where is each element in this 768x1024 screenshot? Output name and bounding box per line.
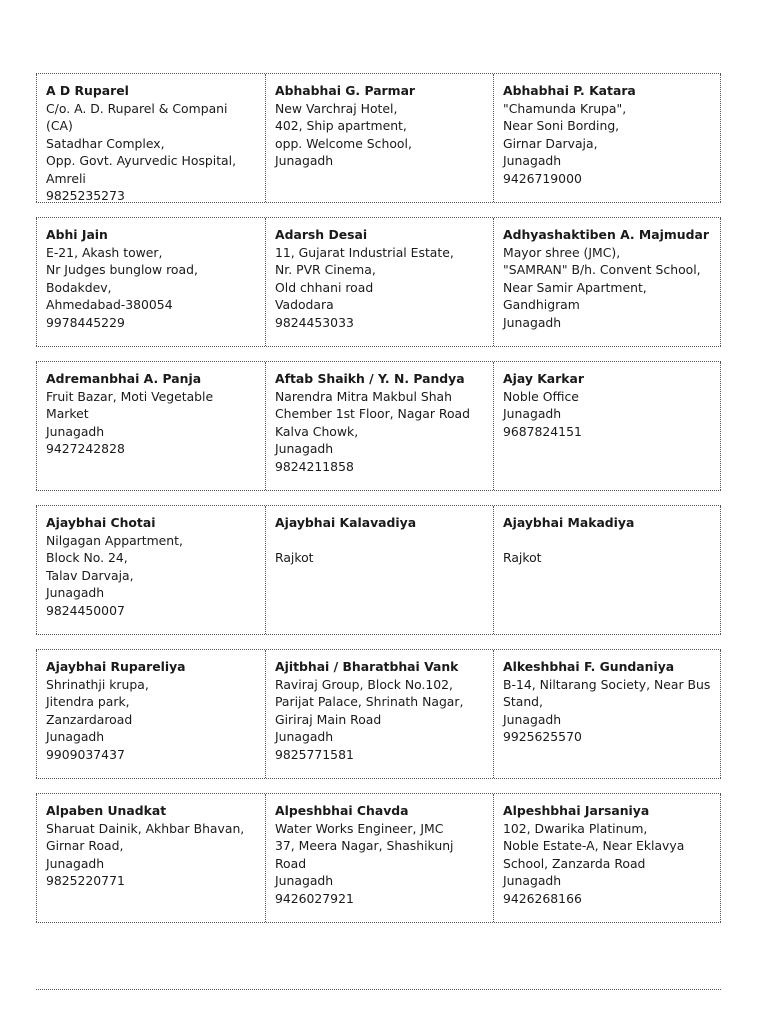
address-line: Junagadh (46, 855, 105, 871)
address-label (36, 74, 265, 202)
contact-name: Ajaybhai Kalavadiya (275, 515, 417, 530)
contact-name: Ajitbhai / Bharatbhai Vank (275, 659, 459, 674)
address-line: Rajkot (275, 550, 314, 565)
address-label (36, 794, 265, 922)
address-label (36, 506, 265, 634)
address-line: Kalva Chowk, (275, 423, 359, 439)
label-row (36, 361, 721, 491)
label-row (36, 217, 721, 347)
address-label (265, 794, 493, 922)
address-line: Junagadh (503, 314, 562, 330)
contact-name: Ajaybhai Rupareliya (46, 659, 186, 674)
address-label (265, 362, 493, 490)
bottom-dotted-rule (36, 989, 721, 990)
contact-name: A D Ruparel (46, 83, 129, 98)
contact-name: Ajaybhai Chotai (46, 515, 156, 530)
address-line: 9427242828 (46, 441, 125, 456)
address-line: Junagadh (503, 711, 562, 727)
label-row (36, 73, 721, 203)
address-line: E-21, Akash tower, (46, 244, 163, 260)
address-line: Mayor shree (JMC), (503, 244, 621, 260)
address-line: 9687824151 (503, 423, 582, 439)
address-line: New Varchraj Hotel, (275, 100, 398, 116)
label-row (36, 793, 721, 923)
address-line: Sharuat Dainik, Akhbar Bhavan, (46, 820, 245, 836)
address-line: Near Samir Apartment, (503, 279, 647, 295)
address-line: Gandhigram (503, 297, 580, 312)
address-line: Girnar Road, (46, 838, 124, 853)
address-label (36, 362, 265, 490)
address-line: 37, Meera Nagar, Shashikunj (275, 838, 454, 853)
address-line: Bodakdev, (46, 279, 112, 295)
contact-name: Alpeshbhai Chavda (275, 803, 409, 818)
address-line: Ahmedabad-380054 (46, 297, 173, 312)
contact-name: Adhyashaktiben A. Majmudar (503, 227, 709, 242)
address-line: 9426027921 (275, 890, 354, 906)
address-line: Noble Estate-A, Near Eklavya (503, 838, 685, 853)
address-labels-sheet (36, 73, 721, 937)
address-line: opp. Welcome School, (275, 135, 412, 151)
address-line: Block No. 24, (46, 550, 128, 565)
address-line: Road (275, 855, 307, 871)
address-line: 9426268166 (503, 890, 582, 906)
label-row (36, 649, 721, 779)
address-line (503, 532, 714, 550)
address-label (36, 650, 265, 778)
contact-name: Aftab Shaikh / Y. N. Pandya (275, 371, 465, 386)
address-line: Junagadh (503, 153, 562, 168)
address-line: Junagadh (275, 153, 334, 168)
contact-name: Adarsh Desai (275, 227, 368, 242)
address-line: Nilgagan Appartment, (46, 532, 183, 548)
contact-name: Alpeshbhai Jarsaniya (503, 803, 650, 818)
address-line: Vadodara (275, 297, 334, 312)
address-line: 9824211858 (275, 458, 354, 474)
address-line: Junagadh (503, 873, 562, 888)
address-line: Old chhani road (275, 279, 374, 295)
contact-name: Alpaben Unadkat (46, 803, 167, 818)
address-label (493, 506, 721, 634)
address-line: Talav Darvaja, (46, 567, 134, 583)
address-line: 9978445229 (46, 314, 125, 330)
address-line: 9824450007 (46, 602, 125, 618)
address-line: Girnar Darvaja, (503, 135, 598, 151)
address-line: 9426719000 (503, 170, 582, 186)
address-line: (CA) (46, 118, 73, 133)
address-line: Noble Office (503, 388, 579, 404)
address-label (265, 218, 493, 346)
address-line: Amreli (46, 170, 86, 186)
address-line: Junagadh (46, 423, 105, 439)
address-line: 9824453033 (275, 314, 354, 330)
address-line: 9925625570 (503, 729, 582, 744)
address-line: Junagadh (503, 406, 562, 421)
label-row (36, 505, 721, 635)
address-line: 402, Ship apartment, (275, 118, 407, 133)
address-line: Junagadh (46, 585, 105, 600)
address-line: 102, Dwarika Platinum, (503, 820, 648, 836)
address-line: Opp. Govt. Ayurvedic Hospital, (46, 153, 237, 168)
address-line: Satadhar Complex, (46, 135, 165, 151)
address-line: Chember 1st Floor, Nagar Road (275, 406, 471, 421)
address-line: Water Works Engineer, JMC (275, 820, 444, 836)
address-line: Nr Judges bunglow road, (46, 262, 198, 277)
address-line: B-14, Niltarang Society, Near Bus (503, 676, 711, 692)
address-line: School, Zanzarda Road (503, 855, 646, 871)
address-line: Near Soni Bording, (503, 118, 620, 133)
address-line: "Chamunda Krupa", (503, 100, 627, 116)
contact-name: Ajay Karkar (503, 371, 584, 386)
address-label (493, 218, 721, 346)
address-label (493, 794, 721, 922)
address-line: Market (46, 406, 89, 421)
address-line: Junagadh (275, 873, 334, 888)
address-line: Rajkot (503, 550, 542, 565)
address-line: Zanzardaroad (46, 711, 133, 727)
contact-name: Abhabhai G. Parmar (275, 83, 416, 98)
address-line: Junagadh (275, 441, 334, 456)
address-line: Junagadh (46, 729, 105, 744)
address-line: Shrinathji krupa, (46, 676, 149, 692)
contact-name: Ajaybhai Makadiya (503, 515, 635, 530)
address-line: Giriraj Main Road (275, 711, 382, 727)
contact-name: Abhi Jain (46, 227, 108, 242)
address-label (493, 650, 721, 778)
address-label (493, 362, 721, 490)
address-line (275, 532, 487, 550)
address-line: Nr. PVR Cinema, (275, 262, 376, 277)
address-line: 9825235273 (46, 188, 125, 202)
address-line: C/o. A. D. Ruparel & Compani (46, 100, 228, 116)
address-line: "SAMRAN" B/h. Convent School, (503, 262, 701, 277)
address-label (265, 650, 493, 778)
address-line: Narendra Mitra Makbul Shah (275, 388, 452, 404)
address-label (493, 74, 721, 202)
address-line: Stand, (503, 694, 543, 709)
address-line: Raviraj Group, Block No.102, (275, 676, 453, 692)
address-line: 9825220771 (46, 873, 125, 888)
address-line: Jitendra park, (46, 694, 130, 709)
address-line: Junagadh (275, 729, 334, 744)
address-line: 11, Gujarat Industrial Estate, (275, 244, 454, 260)
address-line: 9909037437 (46, 746, 125, 762)
address-line: Parijat Palace, Shrinath Nagar, (275, 694, 464, 709)
address-label (265, 74, 493, 202)
address-label (265, 506, 493, 634)
address-label (36, 218, 265, 346)
contact-name: Alkeshbhai F. Gundaniya (503, 659, 675, 674)
address-line: Fruit Bazar, Moti Vegetable (46, 388, 214, 404)
contact-name: Abhabhai P. Katara (503, 83, 636, 98)
contact-name: Adremanbhai A. Panja (46, 371, 202, 386)
address-line: 9825771581 (275, 746, 354, 762)
